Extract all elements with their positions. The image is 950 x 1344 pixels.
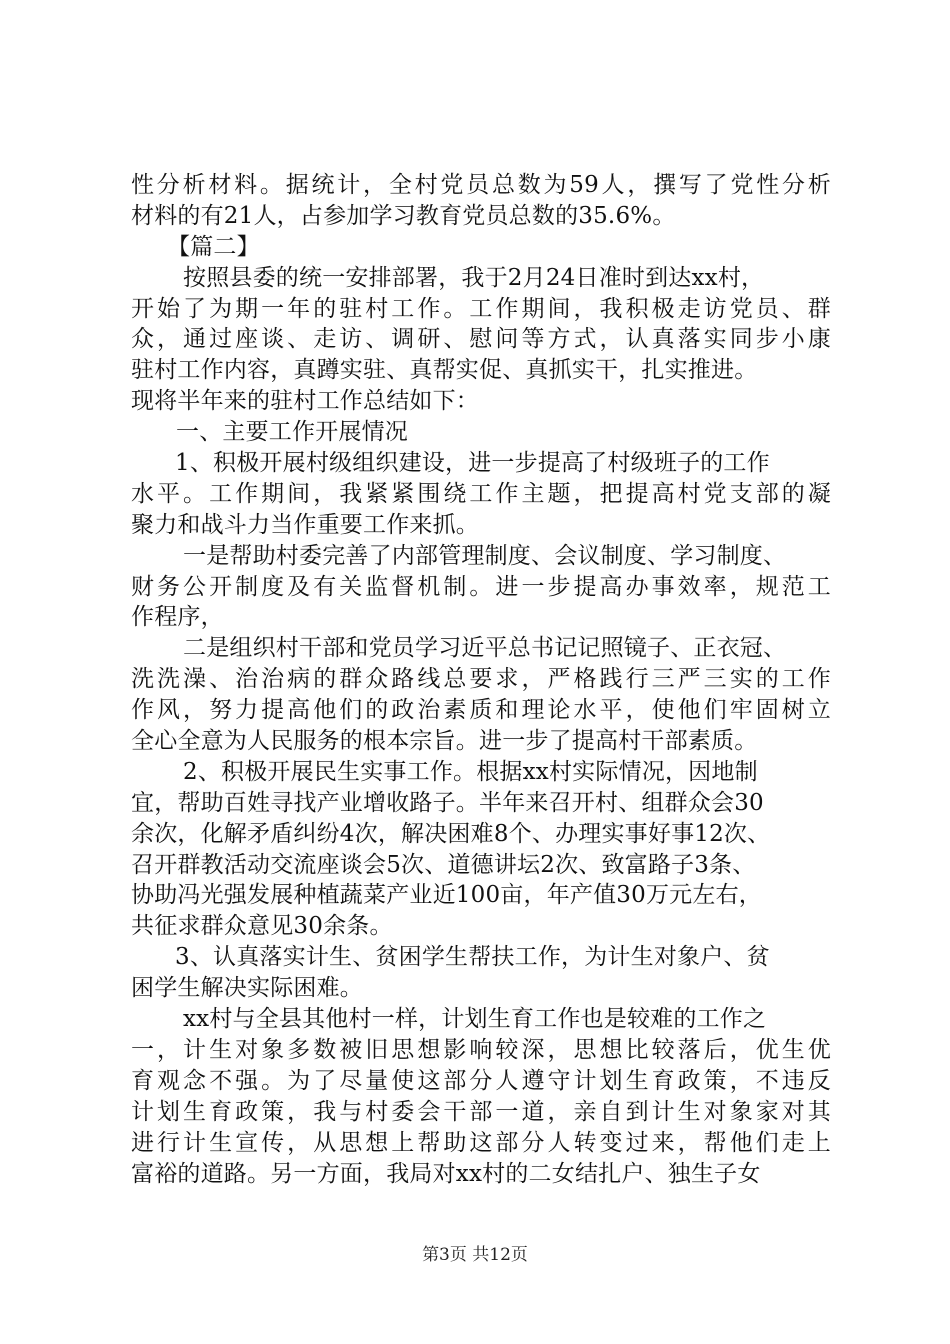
text-line: 共征求群众意见30余条。	[131, 913, 393, 940]
text-line: 二是组织村干部和党员学习近平总书记记照镜子、正衣冠、	[183, 635, 787, 662]
text-line: 作风，努力提高他们的政治素质和理论水平，使他们牢固树立	[131, 697, 831, 724]
text-line: 召开群教活动交流座谈会5次、道德讲坛2次、致富路子3条、	[131, 851, 756, 878]
text-line: 材料的有21人，占参加学习教育党员总数的35.6%。	[131, 202, 676, 229]
document-body	[131, 170, 831, 1189]
text-line: 进行计生宣传，从思想上帮助这部分人转变过来，帮他们走上	[131, 1129, 831, 1156]
page-footer: 第3页 共12页	[422, 1245, 528, 1265]
text-line: 开始了为期一年的驻村工作。工作期间，我积极走访党员、群	[131, 295, 831, 322]
text-line: 水平。工作期间，我紧紧围绕工作主题，把提高村党支部的凝	[131, 480, 831, 507]
text-line: 2、积极开展民生实事工作。根据xx村实际情况，因地制	[183, 758, 758, 785]
text-line: 驻村工作内容，真蹲实驻、真帮实促、真抓实干，扎实推进。	[131, 357, 758, 384]
text-line: 现将半年来的驻村工作总结如下：	[131, 388, 479, 415]
text-line: 富裕的道路。另一方面，我局对xx村的二女结扎户、独生子女	[131, 1160, 761, 1187]
text-line: 财务公开制度及有关监督机制。进一步提高办事效率，规范工	[131, 573, 831, 600]
text-line: 聚力和战斗力当作重要工作来抓。	[131, 511, 479, 538]
text-line: 育观念不强。为了尽量使这部分人遵守计划生育政策，不违反	[131, 1067, 831, 1094]
text-line: 性分析材料。据统计，全村党员总数为59人，撰写了党性分析	[131, 172, 831, 198]
text-line: 众，通过座谈、走访、调研、慰问等方式，认真落实同步小康	[131, 326, 831, 353]
text-line: 洗洗澡、治治病的群众路线总要求，严格践行三严三实的工作	[131, 666, 831, 693]
text-line: 计划生育政策，我与村委会干部一道，亲自到计生对象家对其	[131, 1098, 831, 1125]
text-line: 一、主要工作开展情况	[176, 419, 408, 446]
text-line: 宜，帮助百姓寻找产业增收路子。半年来召开村、组群众会30	[131, 789, 764, 816]
text-line: 1、积极开展村级组织建设，进一步提高了村级班子的工作	[175, 450, 770, 477]
text-line: 作程序，	[131, 604, 224, 631]
text-line: 一是帮助村委完善了内部管理制度、会议制度、学习制度、	[183, 542, 787, 569]
text-line: 余次，化解矛盾纠纷4次，解决困难8个、办理实事好事12次、	[131, 820, 771, 847]
text-line: 困学生解决实际困难。	[131, 975, 363, 1002]
text-line: 3、认真落实计生、贫困学生帮扶工作，为计生对象户、贫	[175, 944, 770, 971]
text-line: 全心全意为人民服务的根本宗旨。进一步了提高村干部素质。	[131, 728, 758, 755]
text-line: 【篇二】	[167, 233, 260, 260]
text-line: 协助冯光强发展种植蔬菜产业近100亩，年产值30万元左右，	[131, 882, 762, 909]
text-line: 按照县委的统一安排部署，我于2月24日准时到达xx村，	[183, 264, 765, 291]
text-line: 一，计生对象多数被旧思想影响较深，思想比较落后，优生优	[131, 1036, 831, 1063]
text-line: xx村与全县其他村一样，计划生育工作也是较难的工作之	[183, 1006, 767, 1033]
